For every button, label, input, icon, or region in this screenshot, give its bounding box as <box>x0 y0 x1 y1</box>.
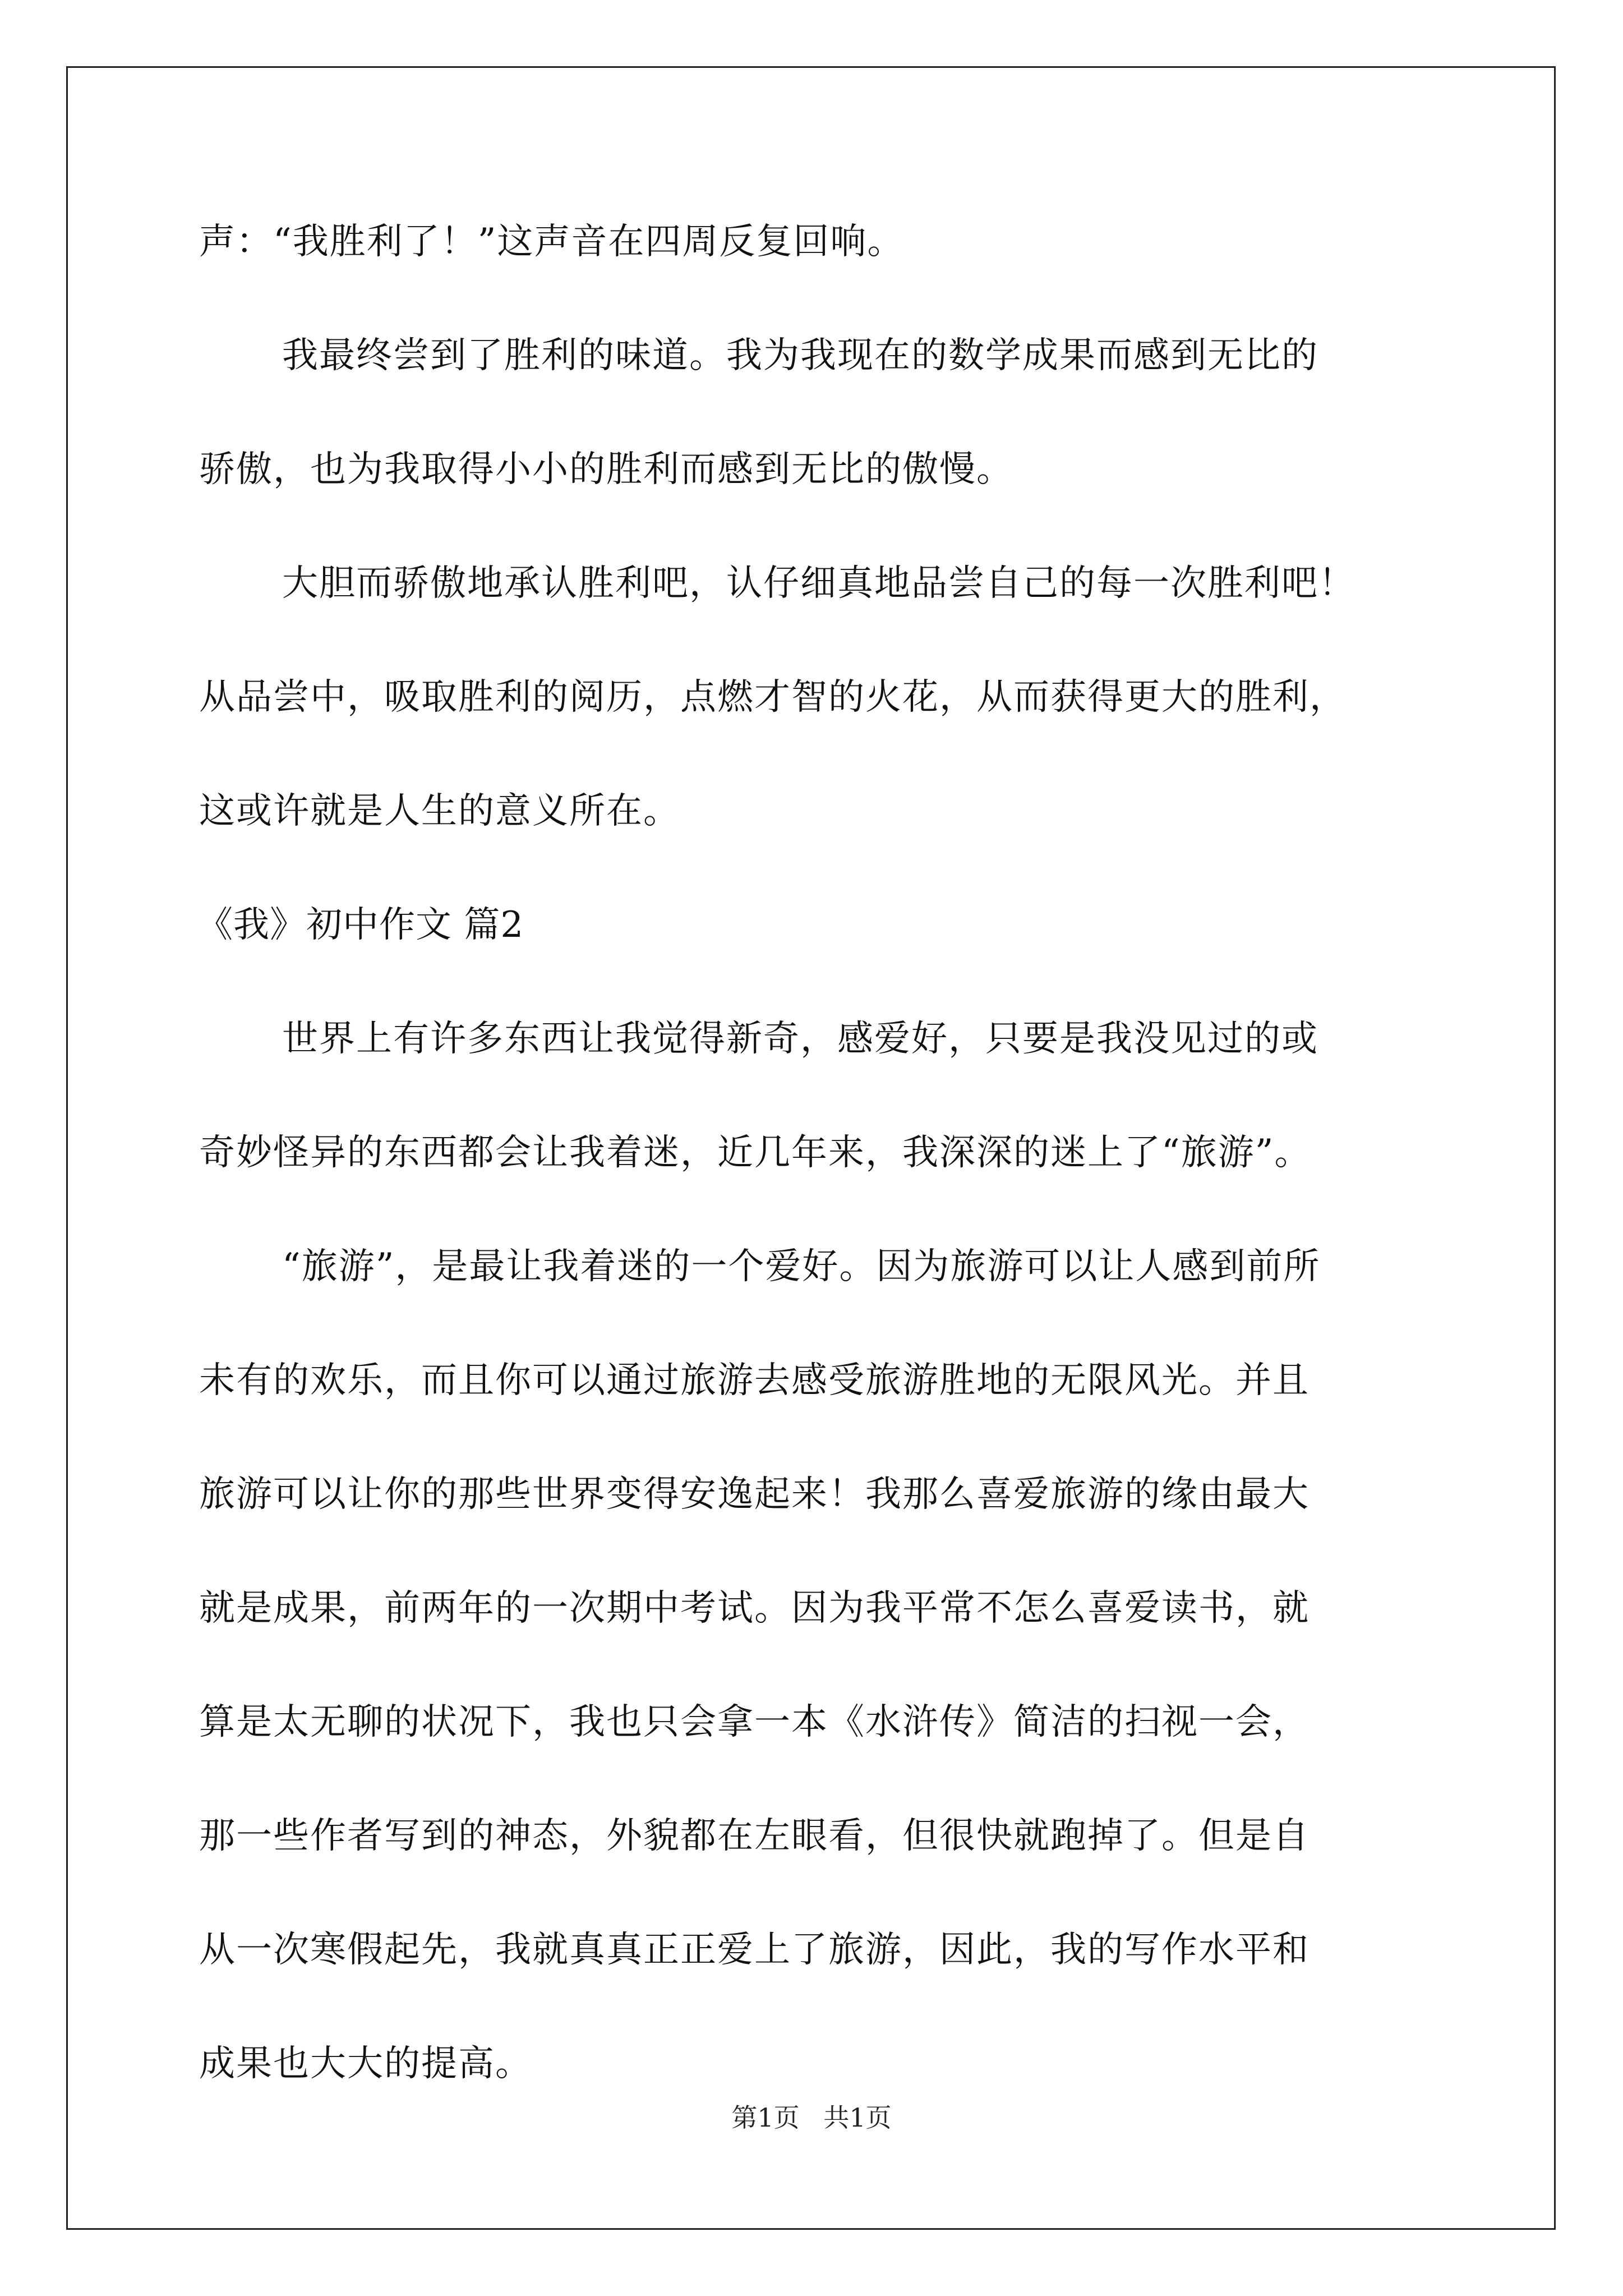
paragraph-line: 就是成果，前两年的一次期中考试。因为我平常不怎么喜爱读书，就 <box>199 1588 1310 1629</box>
page-number: 第1页 <box>731 2102 800 2133</box>
paragraph-line: “旅游”，是最让我着迷的一个爱好。因为旅游可以让人感到前所 <box>282 1246 1321 1287</box>
paragraph-line: 算是太无聊的状况下，我也只会拿一本《水浒传》简洁的扫视一会， <box>199 1701 1310 1743</box>
paragraph-line: 从一次寒假起先，我就真真正正爱上了旅游，因此，我的写作水平和 <box>199 1929 1310 1971</box>
paragraph-line: 这或许就是人生的意义所在。 <box>199 790 680 832</box>
page-footer <box>0 2101 1623 2134</box>
page-count: 共1页 <box>823 2102 892 2133</box>
paragraph-line: 大胆而骄傲地承认胜利吧，认仔细真地品尝自己的每一次胜利吧！ <box>282 563 1355 604</box>
paragraph-line: 从品尝中，吸取胜利的阅历，点燃才智的火花，从而获得更大的胜利， <box>199 677 1347 718</box>
paragraph-line: 成果也大大的提高。 <box>199 2043 532 2085</box>
document-body <box>199 213 1422 2149</box>
paragraph-line: 奇妙怪异的东西都会让我着迷，近几年来，我深深的迷上了“旅游”。 <box>199 1132 1312 1174</box>
paragraph-line: 世界上有许多东西让我觉得新奇，感爱好，只要是我没见过的或 <box>282 1018 1318 1060</box>
section-heading: 《我》初中作文 篇2 <box>197 904 524 946</box>
paragraph-line: 骄傲，也为我取得小小的胜利而感到无比的傲慢。 <box>199 449 1013 490</box>
paragraph-line: 旅游可以让你的那些世界变得安逸起来！我那么喜爱旅游的缘由最大 <box>199 1474 1310 1515</box>
paragraph-line: 那一些作者写到的神态，外貌都在左眼看，但很快就跑掉了。但是自 <box>199 1815 1310 1857</box>
paragraph-line: 声：“我胜利了！”这声音在四周反复回响。 <box>199 221 905 263</box>
paragraph-line: 未有的欢乐，而且你可以通过旅游去感受旅游胜地的无限风光。并且 <box>199 1360 1310 1401</box>
paragraph-line: 我最终尝到了胜利的味道。我为我现在的数学成果而感到无比的 <box>282 335 1318 376</box>
